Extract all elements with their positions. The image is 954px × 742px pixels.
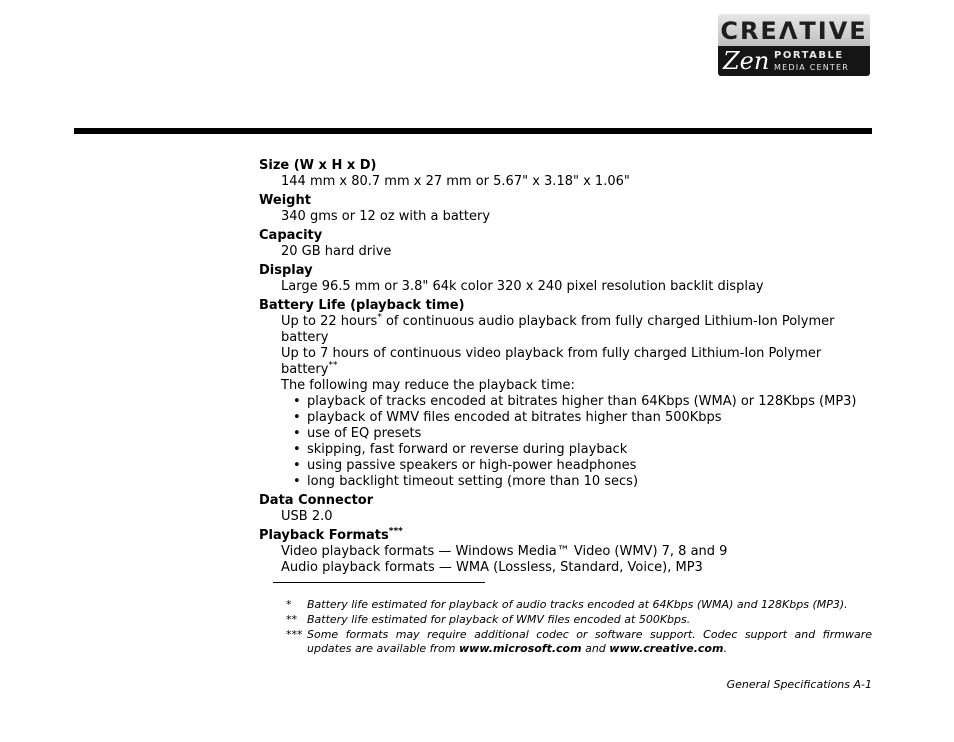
logo-bottom-panel bbox=[718, 46, 870, 76]
spec-heading-line bbox=[259, 528, 873, 544]
spec-heading: Weight bbox=[259, 193, 311, 208]
battery-audio-text: Up to 22 hours bbox=[281, 314, 378, 329]
footnote-text: Some formats may require additional codec or software support. Codec support and firmware updates are available from bbox=[307, 628, 872, 655]
spec-value: 20 GB hard drive bbox=[281, 244, 392, 259]
footnote-mark: ** bbox=[328, 360, 338, 371]
battery-reduce-list bbox=[259, 394, 873, 490]
spec-playback-formats bbox=[259, 528, 873, 576]
spec-weight bbox=[259, 193, 873, 225]
footnotes bbox=[286, 598, 872, 657]
spec-heading: Display bbox=[259, 263, 313, 278]
spec-capacity bbox=[259, 228, 873, 260]
logo-subtitle-line2: MEDIA CENTER bbox=[774, 63, 850, 72]
microsoft-link-text: www.microsoft.com bbox=[459, 642, 582, 655]
spec-display bbox=[259, 263, 873, 295]
spec-value: USB 2.0 bbox=[281, 509, 333, 524]
footnote-text: Battery life estimated for playback of WMV files encoded at 500Kbps. bbox=[307, 613, 691, 626]
logo-brand-text: CREΛTIVE bbox=[720, 17, 868, 45]
specifications-list bbox=[259, 158, 873, 579]
footnote-text: and bbox=[581, 642, 610, 655]
battery-reduce-intro: The following may reduce the playback time: bbox=[281, 378, 575, 393]
header-rule bbox=[74, 128, 872, 134]
logo-top-panel bbox=[718, 14, 870, 48]
footnote-mark: *** bbox=[388, 526, 403, 537]
footnote-3 bbox=[286, 628, 872, 656]
footnote-text: Battery life estimated for playback of audio tracks encoded at 64Kbps (WMA) and 128Kbps (MP3). bbox=[307, 598, 848, 611]
footnote-text: . bbox=[723, 642, 727, 655]
spec-value: Large 96.5 mm or 3.8" 64k color 320 x 240 pixel resolution backlit display bbox=[281, 279, 764, 294]
creative-link-text: www.creative.com bbox=[609, 642, 724, 655]
footnote-1 bbox=[286, 598, 872, 612]
footnote-2 bbox=[286, 613, 872, 627]
audio-formats-value: Audio playback formats — WMA (Lossless, Standard, Voice), MP3 bbox=[281, 560, 703, 575]
battery-video-text: Up to 7 hours of continuous video playback from fully charged Lithium-Ion Polymer battery bbox=[281, 346, 822, 377]
footnote-mark: ** bbox=[286, 613, 297, 626]
logo-product-text: Zen bbox=[723, 47, 770, 75]
list-item: • use of EQ presets bbox=[307, 426, 873, 442]
list-item: • playback of WMV files encoded at bitrates higher than 500Kbps bbox=[307, 410, 873, 426]
footnote-mark: *** bbox=[286, 628, 303, 641]
list-item: • playback of tracks encoded at bitrates higher than 64Kbps (WMA) or 128Kbps (MP3) bbox=[307, 394, 873, 410]
spec-value: 144 mm x 80.7 mm x 27 mm or 5.67" x 3.18" x 1.06" bbox=[281, 174, 630, 189]
footnote-mark: * bbox=[377, 312, 382, 323]
battery-video-line bbox=[259, 346, 873, 378]
video-formats-value: Video playback formats — Windows Media™ Video (WMV) 7, 8 and 9 bbox=[281, 544, 728, 559]
spec-heading: Capacity bbox=[259, 228, 323, 243]
battery-audio-text-cont: of continuous audio playback from fully charged Lithium-Ion Polymer battery bbox=[281, 314, 835, 345]
spec-value: 340 gms or 12 oz with a battery bbox=[281, 209, 491, 224]
list-item: • skipping, fast forward or reverse during playback bbox=[307, 442, 873, 458]
list-item: • using passive speakers or high-power headphones bbox=[307, 458, 873, 474]
spec-heading: Playback Formats bbox=[259, 528, 389, 543]
page-footer: General Specifications A-1 bbox=[726, 678, 872, 691]
list-item: • long backlight timeout setting (more than 10 secs) bbox=[307, 474, 873, 490]
spec-heading: Size (W x H x D) bbox=[259, 158, 377, 173]
spec-data-connector bbox=[259, 493, 873, 525]
spec-heading: Data Connector bbox=[259, 493, 374, 508]
spec-battery-life bbox=[259, 298, 873, 490]
battery-audio-line bbox=[259, 314, 873, 346]
footnote-mark: * bbox=[286, 598, 292, 611]
footnote-separator bbox=[273, 582, 485, 583]
creative-zen-logo bbox=[718, 14, 870, 76]
spec-size bbox=[259, 158, 873, 190]
logo-subtitle-line1: PORTABLE bbox=[774, 50, 844, 61]
spec-heading: Battery Life (playback time) bbox=[259, 298, 465, 313]
